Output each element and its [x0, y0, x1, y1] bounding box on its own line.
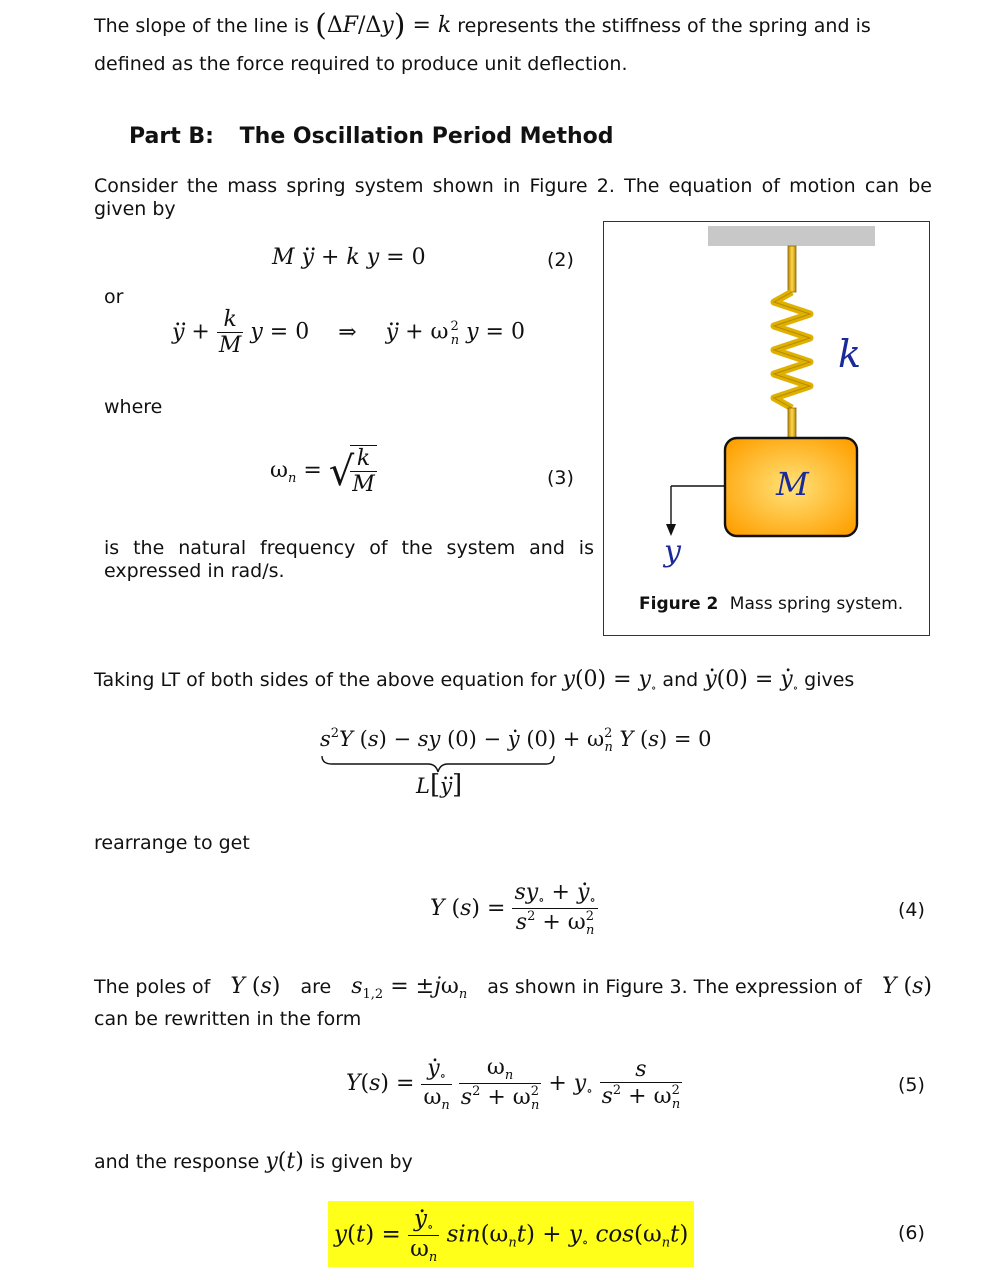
- lt-initial-y: $y(0) = y_\circ$: [562, 667, 657, 695]
- rearrange-text: rearrange to get: [94, 832, 250, 854]
- equation-4-number: (4): [898, 899, 925, 921]
- natfreq-line-1: is the natural frequency of the system and is: [104, 537, 594, 559]
- equation-6-number: (6): [898, 1222, 925, 1244]
- response-text-before: and the response: [94, 1151, 260, 1173]
- poles-line-2: can be rewritten in the form: [94, 1008, 362, 1030]
- equation-3: $\omega_n$ = √ $\frac{k}{M}$: [270, 446, 375, 497]
- figure-caption: [639, 594, 903, 614]
- response-yt: y(t): [265, 1149, 304, 1174]
- intro-line-1: [94, 8, 932, 43]
- mass-spring-diagram: [604, 222, 929, 635]
- equation-5-number: (5): [898, 1074, 925, 1096]
- equation-lt: $s^2Y$ (s) − sy (0) − . y $(0) + \omega^2_n$ Y (s) = 0: [320, 726, 712, 755]
- spring-label: k: [838, 332, 862, 376]
- figure-caption-text: Mass spring system.: [729, 594, 904, 614]
- equation-6: y(t) = . $\frac{y_\circ}{\omega_n}$ $\sin(\omega_nt) + y_\circ$ $\cos(\omega_nt)$: [334, 1206, 688, 1265]
- word-where: where: [104, 396, 163, 418]
- part-b-label: Part B:: [129, 124, 214, 149]
- laplace-label: L[.. y]: [416, 770, 462, 800]
- lt-text-gives: gives: [804, 669, 855, 691]
- mass-label: M: [776, 465, 809, 503]
- part-b-title: The Oscillation Period Method: [239, 124, 614, 149]
- lt-sentence: [94, 668, 854, 699]
- word-or: or: [104, 286, 124, 308]
- figure-2: [603, 221, 930, 636]
- ceiling-support: [708, 226, 875, 246]
- intro-text-before: The slope of the line is: [94, 15, 310, 37]
- equation-5: Y(s) = . $\frac{y_\circ}{\omega_n}$ $\frac{\omega_n}{s^2 + \omega^2_n}$ + $y_\circ$ $\frac{s}{s^2 + \omega^2_n}$: [346, 1055, 682, 1113]
- lt-text-before: Taking LT of both sides of the above equation for: [94, 669, 557, 691]
- poles-text-before: The poles of: [94, 976, 211, 998]
- poles-text-after: as shown in Figure 3. The expression of: [487, 976, 862, 998]
- slope-formula: (ΔF/Δy) = k: [315, 8, 452, 43]
- spring-coil: [774, 292, 810, 408]
- para1-line-1: Consider the mass spring system shown in Figure 2. The equation of motion can be: [94, 175, 932, 197]
- figure-label: Figure 2: [639, 594, 719, 614]
- intro-text-after: represents the stiffness of the spring and is: [457, 15, 871, 37]
- poles-text-are: are: [300, 976, 332, 998]
- equation-normalized: .. y + $\frac{k}{M}$ y = 0 ⇒ .. y + ω $^2_n$ y = 0: [172, 307, 525, 358]
- intro-line-2: defined as the force required to produce unit deflection.: [94, 53, 628, 75]
- poles-line-1: [94, 975, 932, 1006]
- equation-2-number: (2): [547, 249, 574, 271]
- spring-bottom-rod: [788, 408, 796, 438]
- poles-ys-2: Y (s): [881, 974, 932, 999]
- equation-3-number: (3): [547, 467, 574, 489]
- lt-text-and: and: [662, 669, 699, 691]
- poles-formula: $s_{1,2} = \pm j\omega_n$: [351, 974, 468, 1002]
- part-b-heading: [129, 124, 614, 149]
- displacement-label: y: [664, 534, 681, 569]
- lt-initial-ydot: . y(0) = . $y_\circ$: [704, 667, 798, 692]
- para1-line-2: given by: [94, 198, 176, 220]
- response-sentence: [94, 1150, 413, 1174]
- response-text-after: is given by: [309, 1151, 413, 1173]
- natfreq-line-2: expressed in rad/s.: [104, 560, 285, 582]
- spring-top-rod: [788, 246, 796, 292]
- poles-ys: Y (s): [230, 974, 281, 999]
- equation-2: M .. y + k y = 0: [272, 245, 426, 270]
- equation-4: Y (s) = $\frac{sy_\circ + . y_\circ}{s^2 + \omega^2_n}$: [430, 880, 598, 938]
